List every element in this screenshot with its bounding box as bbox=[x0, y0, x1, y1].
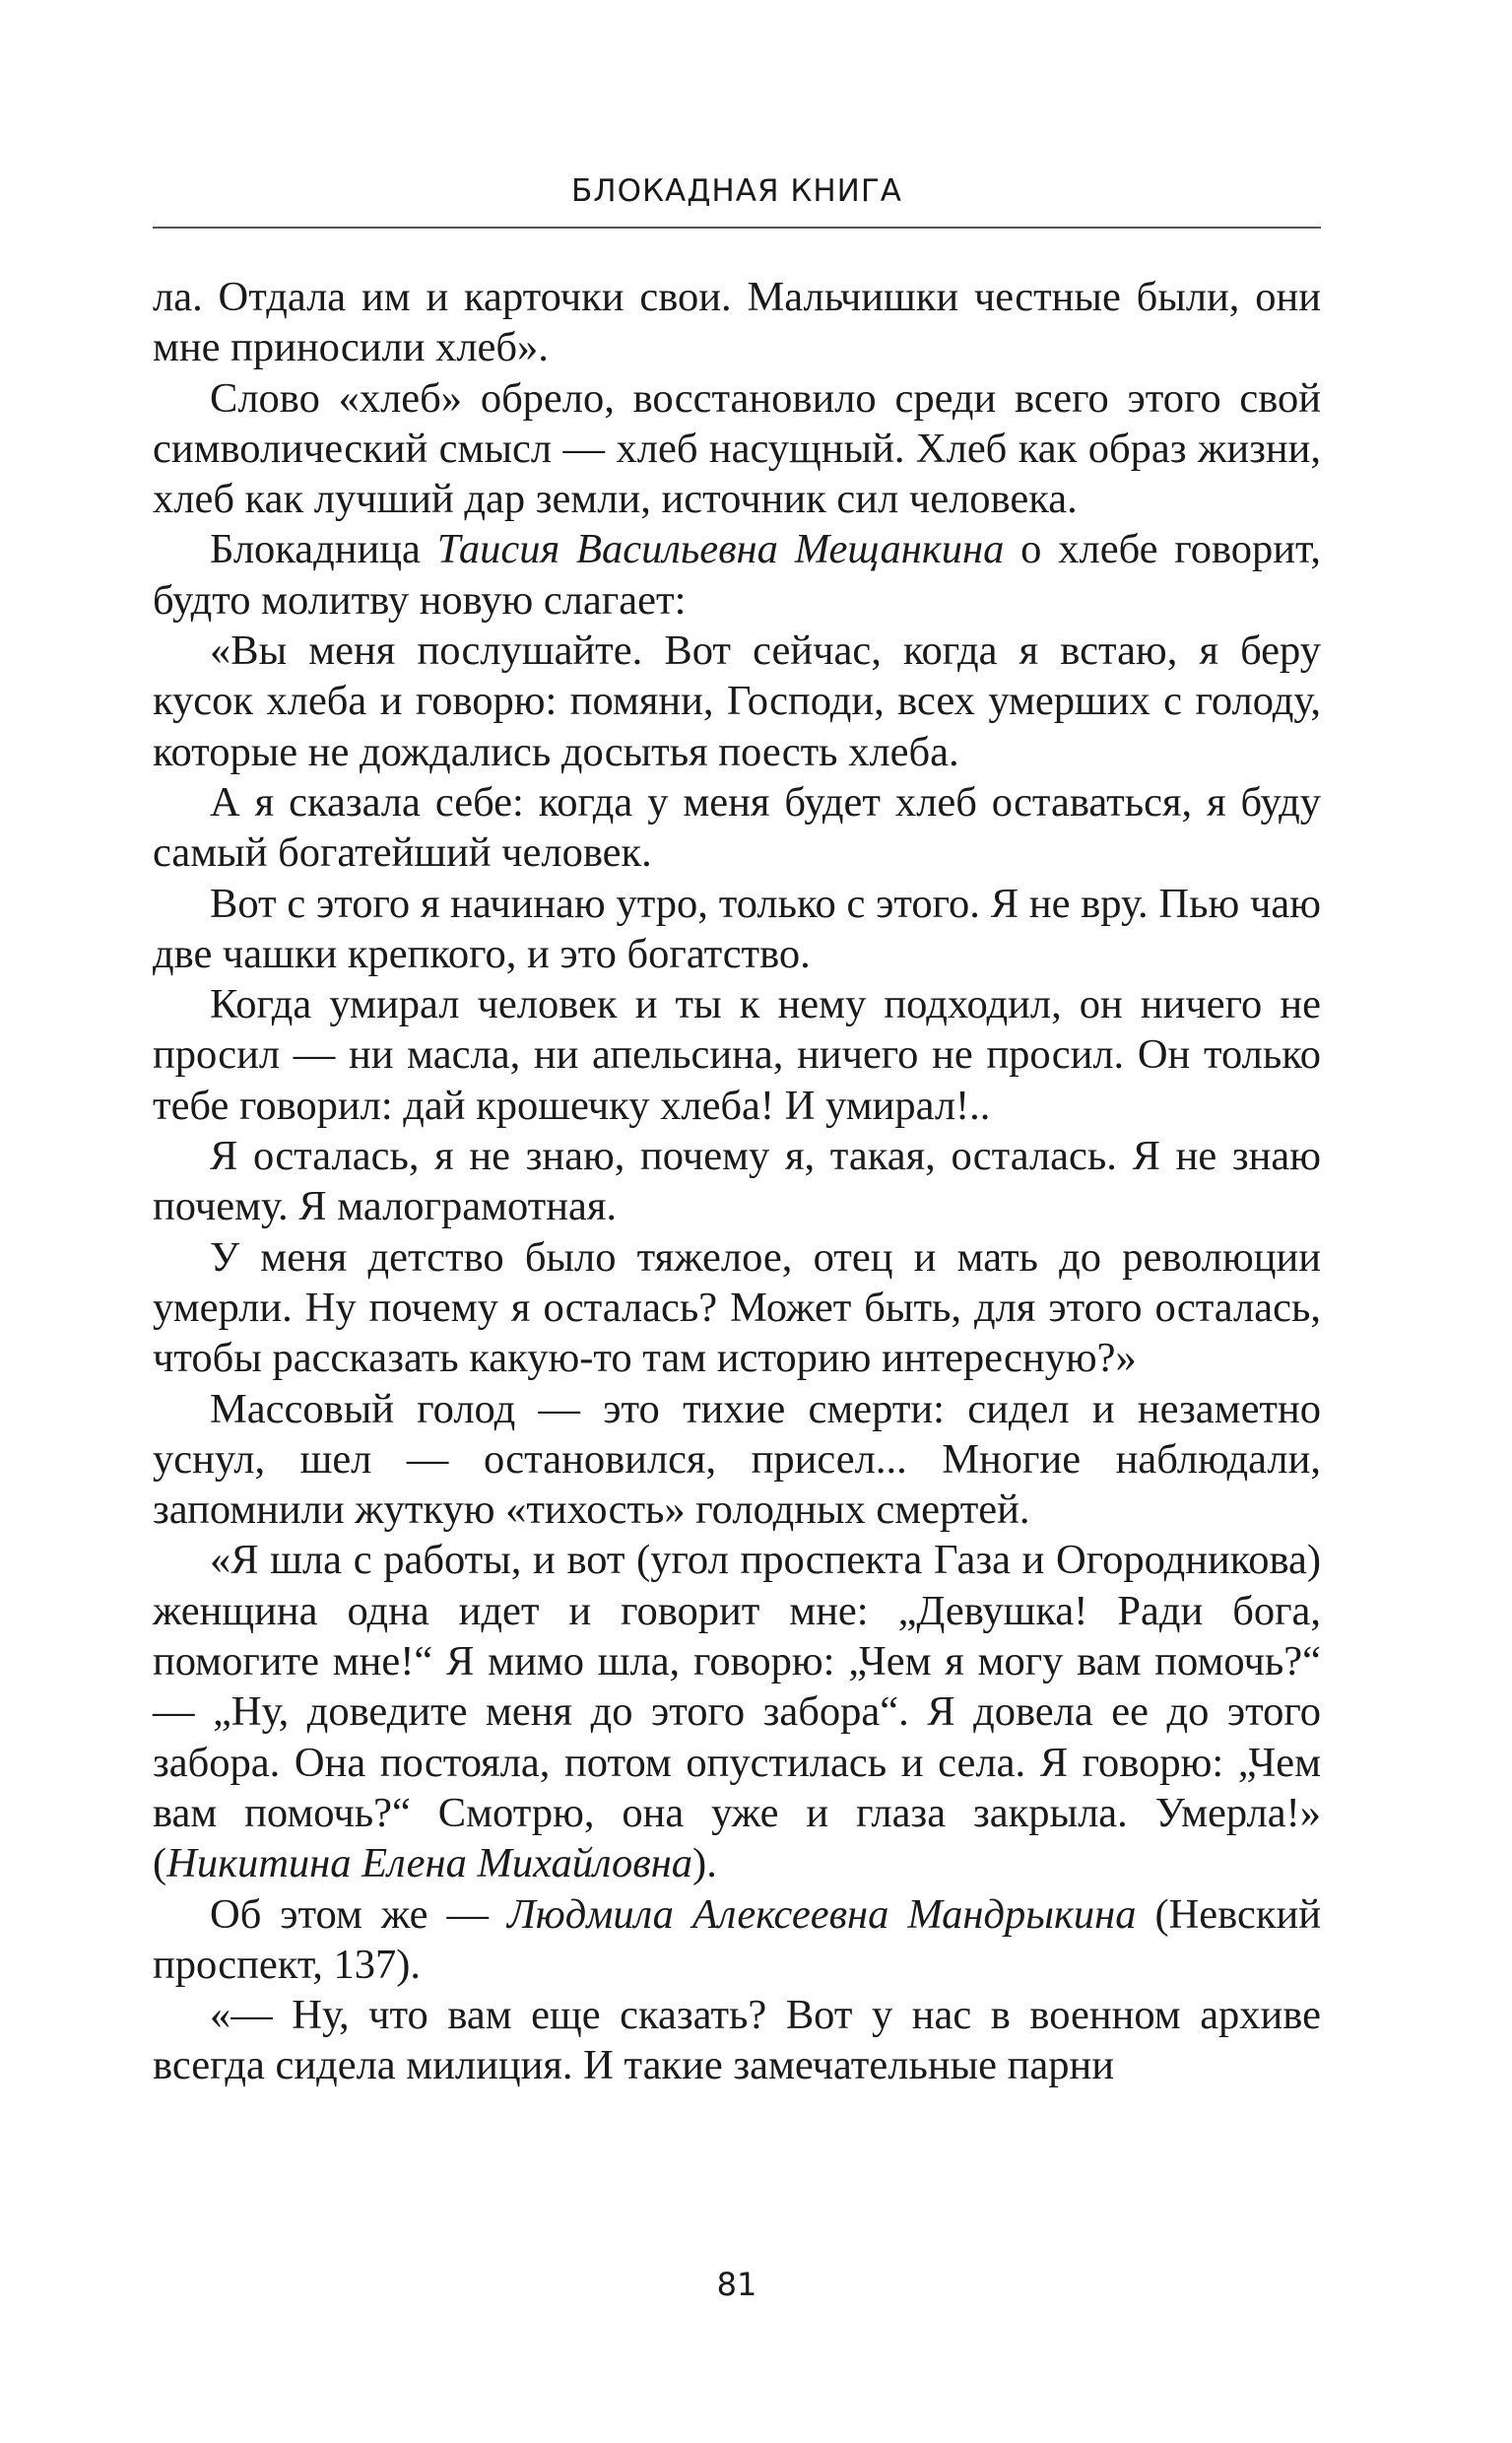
paragraph: Массовый голод — это тихие смерти: сидел и незаметно уснул, шел — остановился, присел... Многие наблюдали, запомнили жуткую «тихость» голодных смертей. bbox=[153, 1385, 1321, 1534]
paragraph bbox=[153, 524, 1321, 626]
paragraph: У меня детство было тяжелое, отец и мать до революции умерли. Ну почему я осталась? Может быть, для этого осталась, чтобы рассказать какую-то там историю интересную?» bbox=[153, 1233, 1321, 1382]
person-name: Никитина Елена Михайловна bbox=[166, 1840, 693, 1887]
paragraph: ла. Отдала им и карточки свои. Мальчишки честные были, они мне приносили хлеб». bbox=[153, 274, 1321, 371]
text-run: Блокадница bbox=[210, 526, 437, 573]
person-name: Таисия Васильевна Мещанкина bbox=[436, 526, 1005, 573]
page-number: 81 bbox=[716, 2266, 757, 2303]
paragraph: «Вы меня послушайте. Вот сейчас, когда я встаю, я беру кусок хлеба и говорю: помяни, Господи, всех умерших с голоду, которые не дождались досытья поесть хлеба. bbox=[153, 627, 1321, 775]
paragraph: Вот с этого я начинаю утро, только с этого. Я не вру. Пью чаю две чашки крепкого, и это богатство. bbox=[153, 880, 1321, 977]
body-text bbox=[153, 272, 1321, 2091]
running-header: БЛОКАДНАЯ КНИГА bbox=[571, 173, 902, 209]
text-run: о хлебе говорит, будто молитву новую слагает: bbox=[153, 526, 1321, 624]
text-run: ). bbox=[692, 1840, 717, 1887]
paragraph bbox=[153, 1535, 1321, 1888]
paragraph bbox=[153, 1889, 1321, 1991]
text-run: (Невский проспект, 137). bbox=[153, 1890, 1321, 1988]
paragraph: Когда умирал человек и ты к нему подходил, он ничего не просил — ни масла, ни апельсина, ничего не просил. Он только тебе говорил: дай крошечку хлеба! И умирал!.. bbox=[153, 981, 1321, 1129]
paragraph: Слово «хлеб» обрело, восстановило среди всего этого свой символический смысл — хлеб насущный. Хлеб как образ жизни, хлеб как лучший дар земли, источник сил человека. bbox=[153, 374, 1321, 523]
paragraph: Я осталась, я не знаю, почему я, такая, осталась. Я не знаю почему. Я малограмотная. bbox=[153, 1133, 1321, 1230]
header-rule bbox=[153, 227, 1321, 229]
paragraph: «— Ну, что вам еще сказать? Вот у нас в военном архиве всегда сидела милиция. И такие замечательные парни bbox=[153, 1992, 1321, 2089]
text-run: Об этом же — bbox=[210, 1890, 507, 1938]
paragraph: А я сказала себе: когда у меня будет хлеб оставаться, я буду самый богатейший человек. bbox=[153, 778, 1321, 877]
person-name: Людмила Алексеевна Мандрыкина bbox=[506, 1890, 1137, 1938]
text-run: «Я шла с работы, и вот (угол проспекта Газа и Огородникова) женщина одна идет и говорит мне: „Девушка! Ради бога, помогите мне!“ Я мимо шла, говорю: „Чем я могу вам помочь?“ — „Ну, доведите меня до этого забора“. Я довела ее до этого забора. Она постояла, потом опустилась и села. Я говорю: „Чем вам помочь?“ Смотрю, она уже и глаза закрыла. Умерла!» ( bbox=[153, 1537, 1321, 1887]
